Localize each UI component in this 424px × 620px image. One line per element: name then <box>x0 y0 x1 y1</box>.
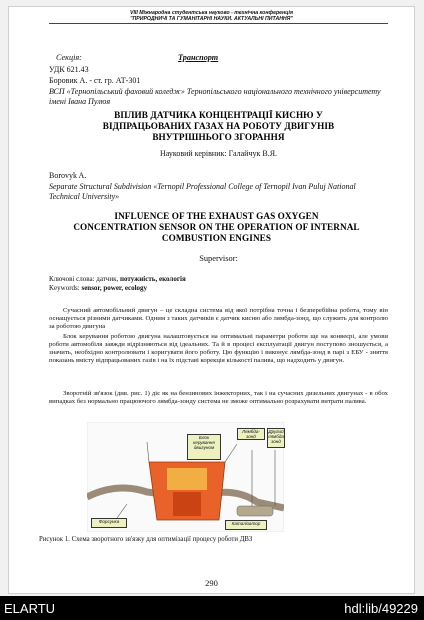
footer-handle: hdl:lib/49229 <box>344 601 418 616</box>
label-lambda: Лямбда-зонд <box>237 428 265 440</box>
keywords-en-label: Keywords: <box>49 284 80 292</box>
label-injector: Форсунка <box>91 518 127 528</box>
keywords-en <box>49 284 388 293</box>
conference-header <box>9 10 414 22</box>
label-catalyst: Каталізатор <box>225 520 267 530</box>
title-en-line: COMBUSTION ENGINES <box>161 233 272 243</box>
author-en: Borovyk A. <box>49 171 87 180</box>
figure-1 <box>87 422 284 532</box>
keywords-ua-label: Ключові слова: датчик, <box>49 275 119 283</box>
supervisor-en: Supervisor: <box>199 254 238 263</box>
title-ua-line: ВІДПРАЦЬОВАНИХ ГАЗАХ НА РОБОТУ ДВИГУНІВ <box>102 121 335 131</box>
section-value: Транспорт <box>178 53 219 62</box>
title-en-line: INFLUENCE OF THE EXHAUST GAS OXYGEN <box>114 211 319 221</box>
header-divider <box>49 23 388 24</box>
udk: УДК 621.43 <box>49 65 89 74</box>
paragraph-2: Блок керування роботою двигуна налаштовується на оптимальні параметри роботи ще на конвеєрі, але умови роботи автомобіля завжди відрізняються від ідеальних. Та й в процесі експлуатації двигун поступово зношується, а значить, необхідно контролювати і коригувати його роботу. Цю функцію і виконує лямбда-зонд в парі з ЕБУ - зняття показань вмісту відпрацьованих газів і на їх підставі корекція кількості палива, що надходить у двигун. <box>49 333 388 365</box>
title-en-line: CONCENTRATION SENSOR ON THE OPERATION OF INTERNAL <box>73 222 360 232</box>
label-lambda-2: Другий лямбда-зонд <box>267 428 285 448</box>
title-ua <box>45 110 392 143</box>
footer-repository: ELARTU <box>4 601 56 616</box>
title-ua-line: ВПЛИВ ДАТЧИКА КОНЦЕНТРАЦІЇ КИСНЮ У <box>114 110 323 120</box>
affiliation-ua: ВСП «Тернопільський фаховий коледж» Тернопільського національного технічного університету імені Івана Пулюя <box>49 87 381 106</box>
supervisor-ua: Науковий керівник: Галайчук В.Я. <box>159 149 278 158</box>
document-page <box>8 6 415 594</box>
page-number: 290 <box>205 578 218 588</box>
footer-bar <box>0 596 424 620</box>
title-ua-line: ВНУТРІШНЬОГО ЗГОРАННЯ <box>152 132 285 142</box>
header-line-1: VIII Міжнародна студентська науково - технічна конференція <box>130 10 293 16</box>
header-line-2: "ПРИРОДНИЧІ ТА ГУМАНІТАРНІ НАУКИ. АКТУАЛЬНІ ПИТАННЯ" <box>130 16 293 22</box>
label-ecu: Блок керування двигуном <box>187 434 221 460</box>
keywords-en-terms: sensor, power, ecology <box>81 284 148 292</box>
section-line <box>56 53 219 62</box>
catalyst-body <box>237 506 273 516</box>
title-en <box>39 211 394 244</box>
paragraph-3: Зворотній зв'язок (див. рис. 1) діє як на бензинових інжекторних, так і на сучасних дизельних двигунах - в обох випадках без нормально працюючого лямбда-зонду система не зможе оптимально розрахувати витрати палива. <box>49 390 388 406</box>
keywords-ua <box>49 275 388 284</box>
author-ua: Боровик А. - ст. гр. АТ-301 <box>49 76 141 85</box>
figure-caption: Рисунок 1. Схема зворотного зв'язку для оптимізації процесу роботи ДВЗ <box>39 536 253 543</box>
section-label: Секція: <box>56 53 82 62</box>
affiliation-en: Separate Structural Subdivision «Ternopil Professional College of Ternopil Ivan Puluj National Technical University» <box>49 182 356 201</box>
keywords-ua-terms: потужність, екологія <box>119 275 186 283</box>
paragraph-1: Сучасний автомобільний двигун – це складна система від якої потрібна точна і безперебійна робота, тому він оснащується різними датчиками. Одним з таких датчиків є датчик кисню або лямбда-зонд, що служить для контролю за роботою двигуна <box>49 307 388 331</box>
